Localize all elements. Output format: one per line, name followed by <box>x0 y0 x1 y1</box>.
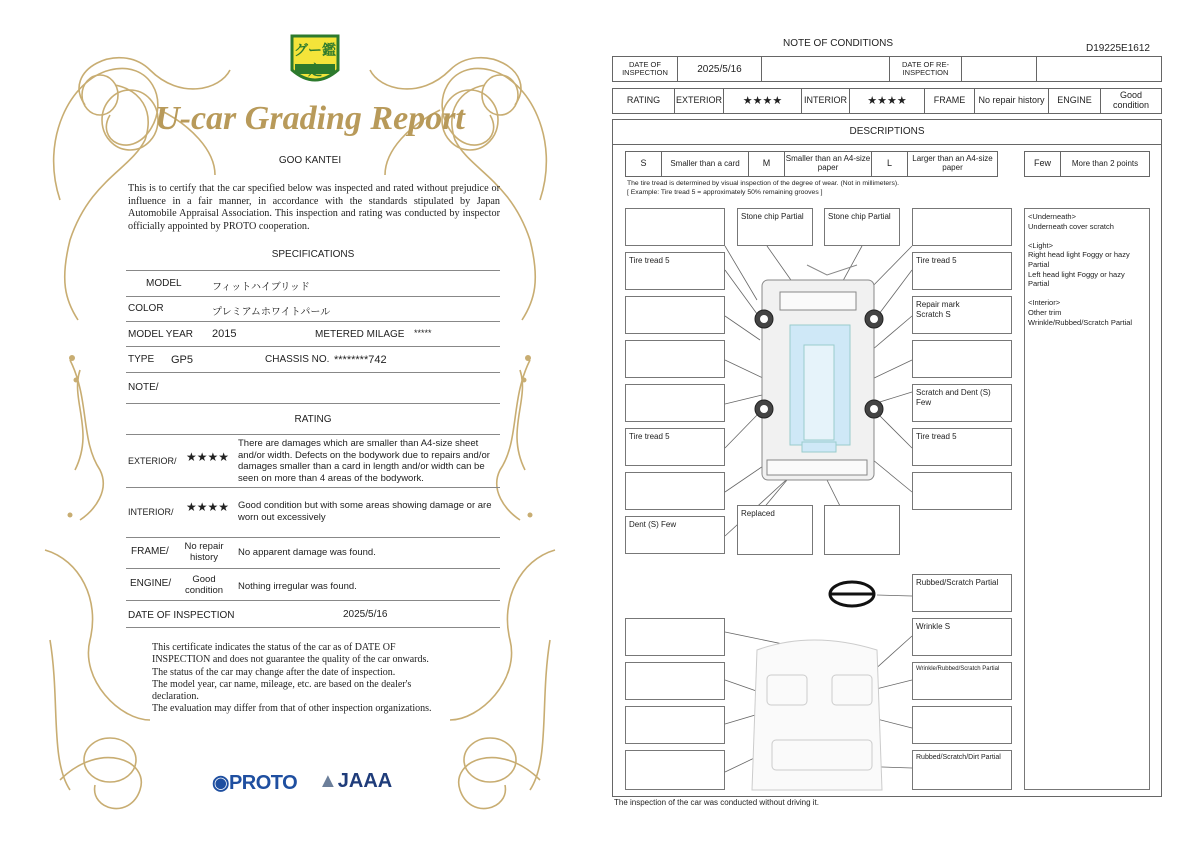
sheet-footer: The inspection of the car was conducted without driving it. <box>614 798 819 807</box>
color-value: プレミアムホワイトパール <box>212 307 331 318</box>
engine-label: ENGINE <box>1049 89 1101 114</box>
interior-stars: ★★★★ <box>186 500 230 514</box>
condition-box-right-4 <box>912 340 1012 378</box>
condition-box-interior-right-4 <box>912 706 1012 744</box>
condition-box-wrinkle-rubbed <box>912 662 1012 700</box>
tire-note-1: The tire tread is determined by visual inspection of the degree of wear. (Not in millimeters). <box>627 180 899 187</box>
proto-logo-text: PROTO <box>228 772 298 794</box>
condition-box-right-1 <box>912 208 1012 246</box>
condition-box-front-left <box>625 208 725 246</box>
condition-box-dent <box>625 516 725 554</box>
model-label: MODEL <box>146 278 182 289</box>
legend-text-few: More than 2 points <box>1061 152 1150 177</box>
interior-description: Good condition but with some areas showing damage or are worn out excessively <box>238 500 492 523</box>
notes-line: <Light> <box>1028 240 1054 250</box>
certificate-footer <box>152 642 492 716</box>
engine-value: Good condition <box>184 574 224 596</box>
condition-box-rubbed-dirt <box>912 750 1012 790</box>
stone-chip-2-text: Stone chip Partial <box>828 212 891 221</box>
engine-description: Nothing irregular was found. <box>238 581 357 592</box>
note-of-conditions-sheet <box>612 0 1164 848</box>
notes-line: Left head light Foggy or hazy Partial <box>1028 269 1125 289</box>
jaaa-logo: ▲JAAA <box>318 770 393 792</box>
stone-chip-1-text: Stone chip Partial <box>741 212 804 221</box>
notes-panel <box>1024 208 1150 790</box>
condition-box-left-4 <box>625 340 725 378</box>
scratch-dent-text: Scratch and Dent (S) Few <box>916 388 991 407</box>
condition-box-tire-rear-left <box>625 428 725 466</box>
note-label: NOTE/ <box>128 382 159 393</box>
condition-box-rear <box>824 505 900 555</box>
exterior-label: EXTERIOR/ <box>128 456 177 466</box>
footer-line: This certificate indicates the status of the car as of DATE OF <box>152 642 396 653</box>
footer-line: The model year, car name, mileage, etc. are based on the dealer's <box>152 678 412 690</box>
type-value: GP5 <box>171 354 194 366</box>
engine-label: ENGINE/ <box>130 578 172 589</box>
replaced-text: Replaced <box>741 509 775 518</box>
mileage-value: ***** <box>414 328 432 338</box>
condition-box-left-5 <box>625 384 725 422</box>
document-id: D19225E1612 <box>1086 43 1150 54</box>
specifications-heading: SPECIFICATIONS <box>271 249 355 260</box>
model-year-value: 2015 <box>212 328 237 340</box>
footer-line: declaration. <box>152 691 199 703</box>
engine-value: Good condition <box>1101 89 1162 114</box>
badge-text: グー鑑定 <box>294 42 336 78</box>
steering-text: Rubbed/Scratch Partial <box>916 578 999 587</box>
notes-line: <Interior> <box>1028 298 1061 308</box>
sheet-title: NOTE OF CONDITIONS <box>783 38 893 49</box>
tire-front-left-text: Tire tread 5 <box>629 256 670 265</box>
exterior-label: EXTERIOR <box>675 89 724 114</box>
condition-box-replaced <box>737 505 813 555</box>
tire-note-2: [ Example: Tire tread 5 = approximately 50% remaining grooves ] <box>627 189 823 196</box>
wrinkle-rubbed-text: Wrinkle/Rubbed/Scratch Partial <box>916 666 1000 672</box>
legend-text-l: Larger than an A4-size paper <box>908 152 998 177</box>
report-title: U-car Grading Report <box>155 100 465 137</box>
frame-label: FRAME/ <box>131 546 169 557</box>
type-label: TYPE <box>128 354 155 365</box>
legend-code-l: L <box>872 152 908 177</box>
jaaa-logo-text: JAAA <box>337 770 393 792</box>
condition-box-tire-front-right <box>912 252 1012 290</box>
model-year-label: MODEL YEAR <box>128 329 194 340</box>
inspection-date-value: 2025/5/16 <box>343 609 388 620</box>
exterior-stars: ★★★★ <box>724 89 802 114</box>
dent-text: Dent (S) Few <box>629 520 677 529</box>
descriptions-heading: DESCRIPTIONS <box>612 119 1162 145</box>
tire-rear-right-text: Tire tread 5 <box>916 432 957 441</box>
goo-kantei-badge <box>288 32 342 92</box>
legend-code-few: Few <box>1025 152 1061 177</box>
certificate-intro: This is to certify that the car specified below was inspected and rated without prejudice or influence in a fair manner, in accordance with the standards stipulated by Japan Automobile Appraisal Association. This inspection and rating was conducted by inspector officially appointed by PROTO cooperation. <box>128 183 500 232</box>
condition-box-right-7 <box>912 472 1012 510</box>
interior-label: INTERIOR <box>802 89 850 114</box>
legend-text-s: Smaller than a card <box>662 152 749 177</box>
footer-line: INSPECTION and does not guarantee the quality of the car onwards. <box>152 654 429 666</box>
condition-box-interior-left-1 <box>625 618 725 656</box>
tire-rear-left-text: Tire tread 5 <box>629 432 670 441</box>
condition-box-interior-left-4 <box>625 750 725 790</box>
legend-code-m: M <box>749 152 785 177</box>
condition-box-repair: Repair mark Scratch S <box>912 296 1012 334</box>
notes-line: Right head light Foggy or hazy Partial <box>1028 250 1130 269</box>
proto-logo: ◉PROTO <box>212 772 298 794</box>
chassis-label: CHASSIS NO. <box>265 354 330 365</box>
exterior-description: There are damages which are smaller than A4-size sheet and/or width. Defects on the bodywork due to repairs and/or damages smaller than a card in length and/or width can be seen on more than 4 areas of the bodywork. <box>238 438 490 484</box>
inspection-date-value: 2025/5/16 <box>678 57 762 82</box>
condition-box-interior-left-3 <box>625 706 725 744</box>
frame-description: No apparent damage was found. <box>238 547 376 558</box>
rubbed-dirt-text: Rubbed/Scratch/Dirt Partial <box>916 754 1001 761</box>
interior-label: INTERIOR/ <box>128 507 174 517</box>
frame-value: No repair history <box>975 89 1049 114</box>
condition-box-left-7 <box>625 472 725 510</box>
mileage-label: METERED MILAGE <box>315 329 405 340</box>
notes-line: Wrinkle/Rubbed/Scratch Partial <box>1028 317 1133 327</box>
condition-box-steering <box>912 574 1012 612</box>
notes-line: Other trim <box>1028 307 1062 317</box>
chassis-value: ********742 <box>334 354 387 366</box>
notes-line: Underneath cover scratch <box>1028 221 1114 231</box>
frame-label: FRAME <box>925 89 975 114</box>
tire-front-right-text: Tire tread 5 <box>916 256 957 265</box>
model-value: フィットハイブリッド <box>212 282 310 293</box>
reinspection-date-label: DATE OF RE-INSPECTION <box>890 57 962 82</box>
condition-box-stone-chip-2 <box>824 208 900 246</box>
interior-stars: ★★★★ <box>850 89 925 114</box>
condition-box-scratch-dent <box>912 384 1012 422</box>
color-label: COLOR <box>128 303 164 314</box>
footer-line: The status of the car may change after the date of inspection. <box>152 666 396 678</box>
exterior-stars: ★★★★ <box>186 450 230 464</box>
wrinkle-text: Wrinkle S <box>916 622 951 631</box>
legend-text-m: Smaller than an A4-size paper <box>785 152 872 177</box>
condition-box-interior-left-2 <box>625 662 725 700</box>
condition-box-stone-chip-1 <box>737 208 813 246</box>
report-subtitle: GOO KANTEI <box>278 155 342 166</box>
condition-box-tire-rear-right <box>912 428 1012 466</box>
notes-line: <Underneath> <box>1028 212 1076 221</box>
rating-label: RATING <box>613 89 675 114</box>
rating-heading: RATING <box>294 414 332 425</box>
frame-value: No repair history <box>184 541 224 563</box>
inspection-date-label: DATE OF INSPECTION <box>613 57 678 82</box>
condition-box-left-3 <box>625 296 725 334</box>
legend-code-s: S <box>626 152 662 177</box>
condition-box-wrinkle <box>912 618 1012 656</box>
condition-box-tire-front-left <box>625 252 725 290</box>
inspection-date-label: DATE OF INSPECTION <box>128 610 235 621</box>
footer-line: The evaluation may differ from that of other inspection organizations. <box>152 703 432 715</box>
